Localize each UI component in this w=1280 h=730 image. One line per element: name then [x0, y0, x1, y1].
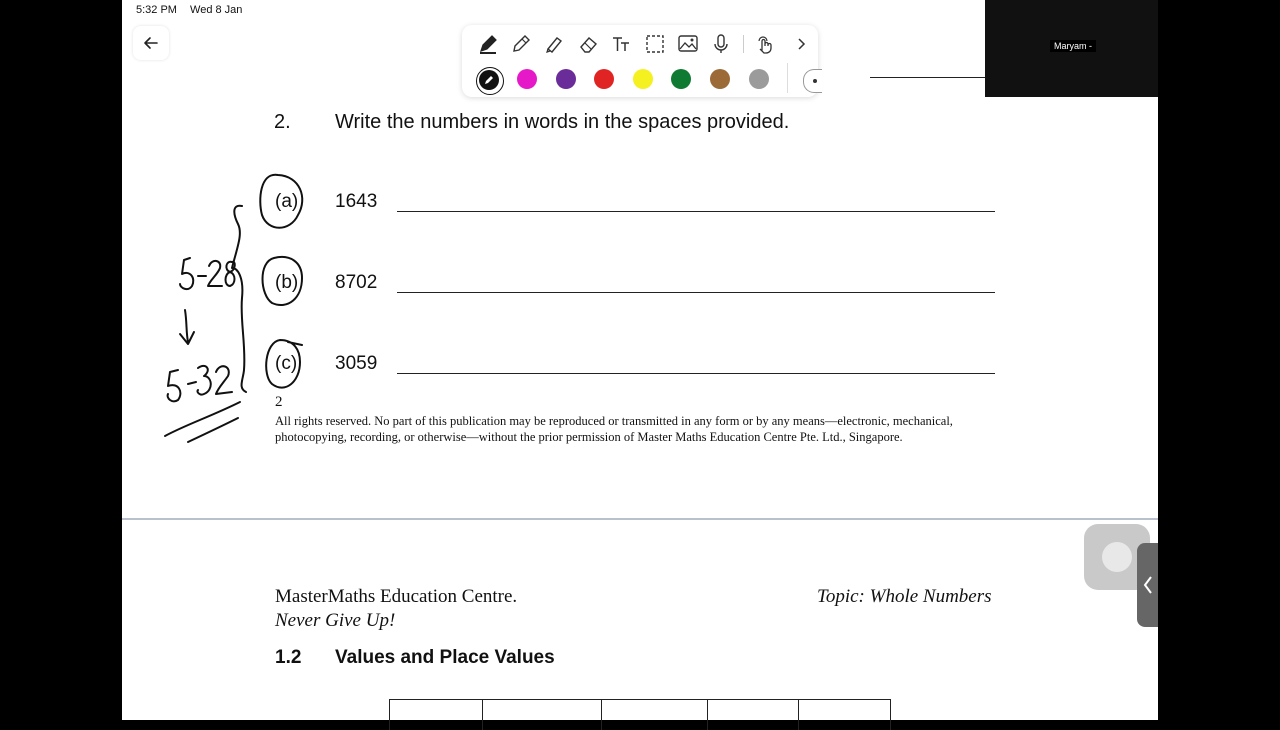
image-icon[interactable] [675, 31, 701, 57]
table-column-divider [707, 700, 708, 730]
circle-b [263, 257, 303, 305]
status-time: 5:32 PM [136, 4, 177, 16]
palette-divider [787, 63, 788, 93]
underline-1 [165, 402, 240, 436]
mic-icon[interactable] [708, 31, 734, 57]
item-label-a: (a) [275, 191, 299, 212]
centre-name: MasterMaths Education Centre. [275, 586, 518, 607]
circle-a [260, 175, 302, 228]
section-title: Values and Place Values [335, 647, 555, 668]
topic-label: Topic: Whole Numbers [817, 586, 992, 607]
table-column-divider [798, 700, 799, 730]
text-icon[interactable] [608, 31, 634, 57]
color-swatch-magenta[interactable] [517, 69, 537, 89]
question-number: 2. [274, 111, 291, 133]
answer-line-a[interactable] [397, 211, 995, 212]
previous-answer-line [870, 77, 986, 78]
color-swatch-red[interactable] [594, 69, 614, 89]
status-date: Wed 8 Jan [190, 4, 243, 16]
item-value-a: 1643 [335, 191, 378, 212]
touch-icon[interactable] [752, 31, 778, 57]
lasso-icon[interactable] [642, 31, 668, 57]
highlighter-icon[interactable] [541, 31, 567, 57]
table-column-divider [482, 700, 483, 730]
assistive-touch-dot [1102, 542, 1132, 572]
item-value-c: 3059 [335, 353, 378, 374]
place-value-table [389, 699, 891, 730]
stroke-size-dot [813, 79, 817, 83]
pen-icon[interactable] [475, 31, 501, 57]
pen-small-icon [483, 74, 495, 86]
centre-motto: Never Give Up! [275, 610, 396, 631]
brace [232, 206, 246, 392]
page-number: 2 [275, 394, 283, 410]
circle-c [266, 340, 302, 388]
color-swatch-gray[interactable] [749, 69, 769, 89]
side-panel-handle[interactable] [1137, 543, 1158, 627]
copyright-notice: All rights reserved. No part of this publication may be reproduced or transmitted in any form or by any means—electronic, mechanical, photocopying, recording, or otherwise—without the prior permission of Master Maths Education Centre Pte. Ltd., Singapore. [275, 414, 953, 444]
digit-2-bottom [216, 366, 232, 394]
chevron-left-icon [1143, 574, 1153, 596]
digit-5-bottom [168, 370, 181, 401]
answer-line-b[interactable] [397, 292, 995, 293]
digit-3-bottom [197, 366, 210, 395]
pencil-icon[interactable] [508, 31, 534, 57]
table-column-divider [601, 700, 602, 730]
color-swatch-purple[interactable] [556, 69, 576, 89]
answer-line-c[interactable] [397, 373, 995, 374]
color-swatch-green[interactable] [671, 69, 691, 89]
question-text: Write the numbers in words in the spaces provided. [335, 111, 790, 133]
item-label-c: (c) [275, 353, 298, 374]
down-arrow [180, 310, 194, 344]
status-bar [136, 4, 252, 16]
color-swatch-yellow[interactable] [633, 69, 653, 89]
participant-name: Maryam - [1050, 40, 1096, 52]
digit-2-top [208, 261, 222, 286]
stroke-size-button[interactable] [803, 69, 822, 93]
toolbar-divider [743, 35, 744, 53]
handwriting-ink [140, 170, 340, 450]
arrow-left-icon [143, 35, 159, 51]
item-label-b: (b) [275, 272, 299, 293]
back-button[interactable] [133, 26, 169, 60]
color-swatch-brown[interactable] [710, 69, 730, 89]
item-value-b: 8702 [335, 272, 378, 293]
section-number: 1.2 [275, 647, 302, 668]
digit-5-top [180, 258, 193, 289]
eraser-icon[interactable] [575, 31, 601, 57]
chevron-right-icon[interactable] [788, 31, 814, 57]
page-divider [122, 518, 1158, 520]
